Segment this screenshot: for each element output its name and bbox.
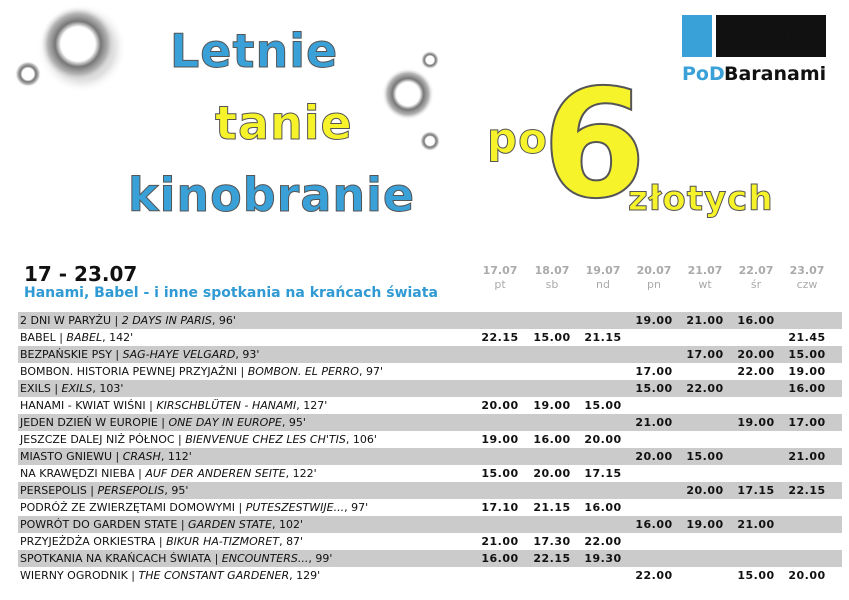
schedule-row <box>18 482 842 499</box>
schedule-row <box>18 550 842 567</box>
day-name: pn <box>647 277 661 291</box>
film-original-title: PERSEPOLIS <box>97 484 165 497</box>
schedule-row <box>18 380 842 397</box>
title-line-1: Letnie <box>170 24 339 78</box>
schedule-row <box>18 329 842 346</box>
title-line-3: kinobranie <box>128 168 416 222</box>
film-polish-title: PRZYJEŻDŻA ORKIESTRA <box>20 535 156 548</box>
day-header <box>632 264 676 292</box>
screening-time: 16.00 <box>635 518 673 531</box>
screening-time: 16.00 <box>481 552 519 565</box>
screening-time: 17.30 <box>533 535 571 548</box>
screening-time: 15.00 <box>481 467 519 480</box>
film-original-title: 2 DAYS IN PARIS <box>121 314 212 327</box>
logo-bar-black <box>716 15 826 57</box>
screening-time: 16.00 <box>584 501 622 514</box>
film-polish-title: MIASTO GNIEWU <box>20 450 112 463</box>
film-original-title: BIKUR HA-TIZMORET <box>166 535 280 548</box>
day-name: pt <box>494 277 506 291</box>
screening-time: 19.00 <box>481 433 519 446</box>
day-name: sb <box>545 277 559 291</box>
screening-time: 15.00 <box>584 399 622 412</box>
film-polish-title: 2 DNI W PARYŻU <box>20 314 112 327</box>
schedule-row <box>18 414 842 431</box>
date-range: 17 - 23.07 <box>24 262 138 286</box>
screening-time: 20.00 <box>788 569 826 582</box>
film-title: BOMBON. HISTORIA PEWNEJ PRZYJAŹNI | BOMBON. EL PERRO, 97' <box>20 365 383 378</box>
screening-time: 20.00 <box>584 433 622 446</box>
screening-time: 15.00 <box>686 450 724 463</box>
schedule-row <box>18 312 842 329</box>
film-length: 127' <box>303 399 328 412</box>
day-header <box>785 264 829 292</box>
day-date: 20.07 <box>636 264 672 277</box>
screening-time: 17.15 <box>737 484 775 497</box>
screening-time: 15.00 <box>788 348 826 361</box>
film-title: 2 DNI W PARYŻU | 2 DAYS IN PARIS, 96' <box>20 314 236 327</box>
film-title: NA KRAWĘDZI NIEBA | AUF DER ANDEREN SEITE, 122' <box>20 467 317 480</box>
film-length: 93' <box>242 348 260 361</box>
schedule-row <box>18 448 842 465</box>
film-original-title: GARDEN STATE <box>188 518 272 531</box>
screening-time: 20.00 <box>481 399 519 412</box>
screening-time: 21.00 <box>635 416 673 429</box>
screening-time: 20.00 <box>635 450 673 463</box>
screening-time: 20.00 <box>686 484 724 497</box>
title-line-2: tanie <box>215 96 353 150</box>
schedule-row <box>18 465 842 482</box>
screening-time: 16.00 <box>533 433 571 446</box>
film-original-title: BABEL <box>66 331 103 344</box>
film-polish-title: WIERNY OGRODNIK <box>20 569 128 582</box>
day-header <box>734 264 778 292</box>
screening-schedule <box>18 312 842 584</box>
screening-time: 20.00 <box>533 467 571 480</box>
logo-kino-text: KINO <box>724 19 818 54</box>
film-polish-title: BABEL <box>20 331 56 344</box>
screening-time: 19.00 <box>635 314 673 327</box>
film-length: 95' <box>171 484 189 497</box>
screening-time: 22.00 <box>686 382 724 395</box>
film-polish-title: HANAMI - KWIAT WIŚNI <box>20 399 146 412</box>
logo-bar-blue <box>682 15 712 57</box>
screening-time: 21.45 <box>788 331 826 344</box>
schedule-row <box>18 431 842 448</box>
film-title: PRZYJEŻDŻA ORKIESTRA | BIKUR HA-TIZMORET, 87' <box>20 535 304 548</box>
film-polish-title: JESZCZE DALEJ NIŻ PÓŁNOC <box>20 433 175 446</box>
day-header <box>478 264 522 292</box>
screening-time: 17.10 <box>481 501 519 514</box>
screening-time: 19.00 <box>788 365 826 378</box>
film-title: POWRÓT DO GARDEN STATE | GARDEN STATE, 102' <box>20 518 304 531</box>
screening-time: 16.00 <box>737 314 775 327</box>
film-polish-title: BEZPAŃSKIE PSY <box>20 348 112 361</box>
day-header <box>530 264 574 292</box>
screening-time: 22.00 <box>584 535 622 548</box>
film-length: 95' <box>288 416 306 429</box>
logo-baranami-text: Baranami <box>724 63 827 85</box>
screening-time: 19.30 <box>584 552 622 565</box>
screening-time: 19.00 <box>737 416 775 429</box>
film-length: 122' <box>292 467 317 480</box>
screening-time: 20.00 <box>737 348 775 361</box>
screening-time: 22.15 <box>788 484 826 497</box>
day-name: czw <box>796 277 818 291</box>
day-name: nd <box>596 277 610 291</box>
screening-time: 17.00 <box>635 365 673 378</box>
schedule-row <box>18 363 842 380</box>
screening-time: 17.15 <box>584 467 622 480</box>
film-title: BEZPAŃSKIE PSY | SAG-HAYE VELGARD, 93' <box>20 348 260 361</box>
film-original-title: BOMBON. EL PERRO <box>247 365 359 378</box>
schedule-row <box>18 499 842 516</box>
schedule-row <box>18 346 842 363</box>
screening-time: 19.00 <box>533 399 571 412</box>
film-original-title: AUF DER ANDEREN SEITE <box>145 467 286 480</box>
film-original-title: SAG-HAYE VELGARD <box>122 348 236 361</box>
day-name: wt <box>698 277 712 291</box>
price-currency: złotych <box>628 179 774 219</box>
film-length: 103' <box>99 382 124 395</box>
logo-pod-text: PoD <box>682 63 725 85</box>
film-polish-title: PODRÓŻ ZE ZWIERZĘTAMI DOMOWYMI <box>20 501 236 514</box>
film-length: 102' <box>278 518 304 531</box>
schedule-row <box>18 516 842 533</box>
day-date: 19.07 <box>585 264 621 277</box>
screening-time: 22.15 <box>481 331 519 344</box>
film-length: 112' <box>167 450 192 463</box>
film-title: WIERNY OGRODNIK | THE CONSTANT GARDENER, 129' <box>20 569 321 582</box>
film-original-title: EXILS <box>61 382 93 395</box>
film-original-title: ONE DAY IN EUROPE <box>168 416 282 429</box>
film-length: 99' <box>315 552 333 565</box>
screening-time: 17.00 <box>686 348 724 361</box>
day-date: 17.07 <box>482 264 518 277</box>
film-original-title: PUTESZESTWIJE... <box>245 501 345 514</box>
day-header <box>581 264 625 292</box>
day-date: 23.07 <box>789 264 825 277</box>
program-subtitle: Hanami, Babel - i inne spotkania na krańcach świata <box>24 285 438 301</box>
schedule-row <box>18 533 842 550</box>
screening-time: 21.00 <box>737 518 775 531</box>
kino-pod-baranami-logo <box>682 15 827 90</box>
film-original-title: ENCOUNTERS... <box>221 552 309 565</box>
screening-time: 21.15 <box>533 501 571 514</box>
schedule-row <box>18 567 842 584</box>
film-length: 129' <box>296 569 321 582</box>
film-length: 97' <box>351 501 369 514</box>
film-original-title: KIRSCHBLÜTEN - HANAMI <box>156 399 297 412</box>
screening-time: 21.00 <box>788 450 826 463</box>
day-date: 21.07 <box>687 264 723 277</box>
film-title: HANAMI - KWIAT WIŚNI | KIRSCHBLÜTEN - HANAMI, 127' <box>20 399 328 412</box>
film-title: MIASTO GNIEWU | CRASH, 112' <box>20 450 192 463</box>
film-polish-title: POWRÓT DO GARDEN STATE <box>20 518 178 531</box>
day-date: 22.07 <box>738 264 774 277</box>
film-polish-title: EXILS <box>20 382 51 395</box>
day-name: śr <box>750 277 762 291</box>
screening-time: 22.15 <box>533 552 571 565</box>
film-polish-title: NA KRAWĘDZI NIEBA <box>20 467 135 480</box>
film-title: EXILS | EXILS, 103' <box>20 382 124 395</box>
film-polish-title: BOMBON. HISTORIA PEWNEJ PRZYJAŹNI <box>20 365 238 378</box>
screening-time: 21.00 <box>686 314 724 327</box>
film-title: PODRÓŻ ZE ZWIERZĘTAMI DOMOWYMI | PUTESZESTWIJE..., 97' <box>20 501 369 514</box>
screening-time: 15.00 <box>533 331 571 344</box>
screening-time: 15.00 <box>635 382 673 395</box>
screening-time: 19.00 <box>686 518 724 531</box>
film-title: JESZCZE DALEJ NIŻ PÓŁNOC | BIENVENUE CHEZ LES CH'TIS, 106' <box>20 433 377 446</box>
film-length: 97' <box>365 365 383 378</box>
film-original-title: BIENVENUE CHEZ LES CH'TIS <box>185 433 346 446</box>
screening-time: 21.00 <box>481 535 519 548</box>
schedule-row <box>18 397 842 414</box>
film-length: 96' <box>218 314 236 327</box>
film-length: 87' <box>286 535 304 548</box>
day-date: 18.07 <box>534 264 570 277</box>
screening-time: 21.15 <box>584 331 622 344</box>
film-polish-title: JEDEN DZIEŃ W EUROPIE <box>20 416 158 429</box>
film-original-title: CRASH <box>122 450 161 463</box>
film-title: SPOTKANIA NA KRAŃCACH ŚWIATA | ENCOUNTERS..., 99' <box>20 552 333 565</box>
screening-time: 15.00 <box>737 569 775 582</box>
screening-time: 17.00 <box>788 416 826 429</box>
film-title: PERSEPOLIS | PERSEPOLIS, 95' <box>20 484 189 497</box>
price-prefix: po <box>487 114 548 163</box>
film-polish-title: PERSEPOLIS <box>20 484 87 497</box>
day-header <box>683 264 727 292</box>
film-length: 106' <box>352 433 377 446</box>
film-original-title: THE CONSTANT GARDENER <box>138 569 290 582</box>
screening-time: 22.00 <box>737 365 775 378</box>
screening-time: 16.00 <box>788 382 826 395</box>
film-polish-title: SPOTKANIA NA KRAŃCACH ŚWIATA <box>20 552 212 565</box>
screening-time: 22.00 <box>635 569 673 582</box>
film-title: JEDEN DZIEŃ W EUROPIE | ONE DAY IN EUROPE, 95' <box>20 416 306 429</box>
film-title: BABEL | BABEL, 142' <box>20 331 134 344</box>
price-value: 6 <box>542 58 648 232</box>
film-length: 142' <box>109 331 134 344</box>
